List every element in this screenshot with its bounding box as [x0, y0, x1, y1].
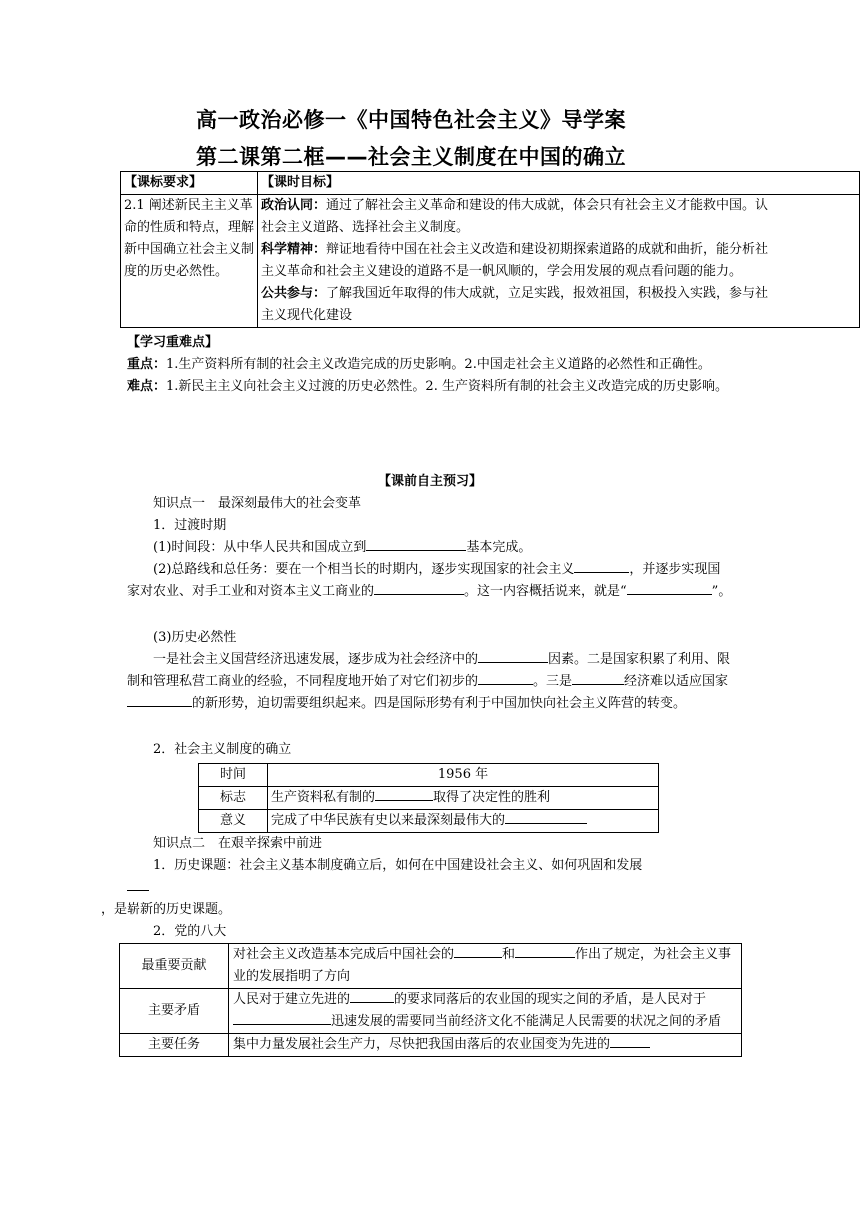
time-period-item: (1)时间段：从中华人民共和国成立到 基本完成。: [127, 537, 732, 559]
goal-political-text: 通过了解社会主义革命和建设的伟大成就，体会只有社会主义才能救中国。认: [326, 198, 769, 213]
fill-blank[interactable]: [572, 671, 624, 685]
fill-blank[interactable]: [350, 989, 394, 1003]
historical-necessity-title: (3)历史必然性: [153, 630, 237, 645]
fill-blank[interactable]: [127, 693, 192, 707]
fill-blank[interactable]: [574, 559, 629, 573]
fill-blank[interactable]: [505, 810, 587, 824]
table-row-label: 主要任务: [120, 1034, 229, 1057]
preview-section-title: 【课前自主预习】: [377, 474, 482, 489]
table-row-label: 标志: [199, 787, 268, 810]
eighth-congress-table: [119, 943, 742, 1057]
eighth-congress-title: 2．党的八大: [153, 924, 227, 939]
goal-public-label: 公共参与：: [261, 286, 327, 301]
fill-blank[interactable]: [515, 944, 575, 958]
knowledge-point-2-title: 知识点二 在艰辛探索中前进: [153, 836, 323, 851]
lesson-goals: [258, 195, 860, 328]
goal-science-label: 科学精神：: [261, 242, 327, 257]
goal-science-text: 辩证地看待中国在社会主义改造和建设初期探索道路的成就和曲折，能分析社: [326, 242, 769, 257]
difficult-text: 1.新民主主义向社会主义过渡的历史必然性。2. 生产资料所有制的社会主义改造完成的历史影响。: [166, 379, 728, 394]
fill-blank[interactable]: [233, 1011, 331, 1025]
difficult-label: 难点：: [127, 379, 167, 394]
transition-period-title: 1．过渡时期: [153, 518, 227, 533]
fill-blank[interactable]: [127, 877, 149, 891]
fill-blank[interactable]: [627, 581, 712, 595]
table-row-label: 时间: [199, 764, 268, 787]
general-line-item: (2)总路线和总任务：要在一个相当长的时期内，逐步实现国家的社会主义 ，并逐步实现国家对农业、对手工业和对资本主义工商业的 。这一内容概括说来，就是“ ”。: [127, 559, 732, 603]
goal-public-text: 了解我国近年取得的伟大成就，立足实践，报效祖国，积极投入实践，参与社: [326, 286, 769, 301]
goal-public-text-2: 主义现代化建设: [261, 308, 353, 323]
table-row-label: 最重要贡献: [120, 944, 229, 989]
knowledge-point-1-title: 知识点一 最深刻最伟大的社会变革: [153, 496, 362, 511]
key-text: 1.生产资料所有制的社会主义改造完成的历史影响。2.中国走社会主义道路的必然性和正确性。: [166, 357, 711, 372]
table-row-label: 主要矛盾: [120, 989, 229, 1034]
historical-necessity-text: 一是社会主义国营经济迅速发展，逐步成为社会经济中的 因素。二是国家积累了利用、限制和管理私营工商业的经验，不同程度地开始了对它们初步的 。三是 经济难以适应国家的新形势，迫切需要组织起来。四是国际形势有利于中国加快向社会主义阵营的转变。: [127, 649, 732, 715]
lesson-goal-header: 【课时目标】: [258, 172, 860, 195]
key-label: 重点：: [127, 357, 167, 372]
historical-task-item: 1．历史课题：社会主义基本制度确立后，如何在中国建设社会主义、如何巩固和发展 ，是崭新的历史课题。: [101, 858, 643, 917]
fill-blank[interactable]: [478, 671, 533, 685]
system-establishment-title: 2．社会主义制度的确立: [153, 742, 292, 757]
fill-blank[interactable]: [454, 944, 502, 958]
curriculum-requirement-header: 【课标要求】: [121, 172, 258, 195]
curriculum-requirement-text: 2.1 阐述新民主主义革命的性质和特点，理解新中国确立社会主义制度的历史必然性。: [121, 195, 258, 328]
goal-political-text-2: 社会主义道路、选择社会主义制度。: [261, 220, 470, 235]
document-title: 高一政治必修一《中国特色社会主义》导学案: [196, 108, 626, 132]
table-cell: 1956 年: [268, 764, 659, 787]
goal-science-text-2: 主义革命和社会主义建设的道路不是一帆风顺的，学会用发展的观点看问题的能力。: [261, 264, 743, 279]
fill-blank[interactable]: [610, 1034, 650, 1048]
fill-blank[interactable]: [366, 537, 466, 551]
table-cell: 人民对于建立先进的 的要求同落后的农业国的现实之间的矛盾，是人民对于迅速发展的需要同当前经济文化不能满足人民需要的状况之间的矛盾: [229, 989, 742, 1034]
table-cell: 集中力量发展社会生产力，尽快把我国由落后的农业国变为先进的: [229, 1034, 742, 1057]
key-points-header: 【学习重难点】: [127, 335, 219, 350]
key-points: [127, 332, 732, 398]
table-row-label: 意义: [199, 810, 268, 833]
fill-blank[interactable]: [375, 787, 433, 801]
table-cell: 对社会主义改造基本完成后中国社会的 和 作出了规定，为社会主义事业的发展指明了方向: [229, 944, 742, 989]
fill-blank[interactable]: [478, 649, 548, 663]
establishment-table: [198, 763, 659, 833]
table-cell: 生产资料私有制的 取得了决定性的胜利: [268, 787, 659, 810]
lesson-subtitle: 第二课第二框——社会主义制度在中国的确立: [196, 145, 626, 169]
fill-blank[interactable]: [374, 581, 464, 595]
goal-political-label: 政治认同：: [261, 198, 327, 213]
objectives-table: [120, 171, 860, 328]
table-cell: 完成了中华民族有史以来最深刻最伟大的: [268, 810, 659, 833]
